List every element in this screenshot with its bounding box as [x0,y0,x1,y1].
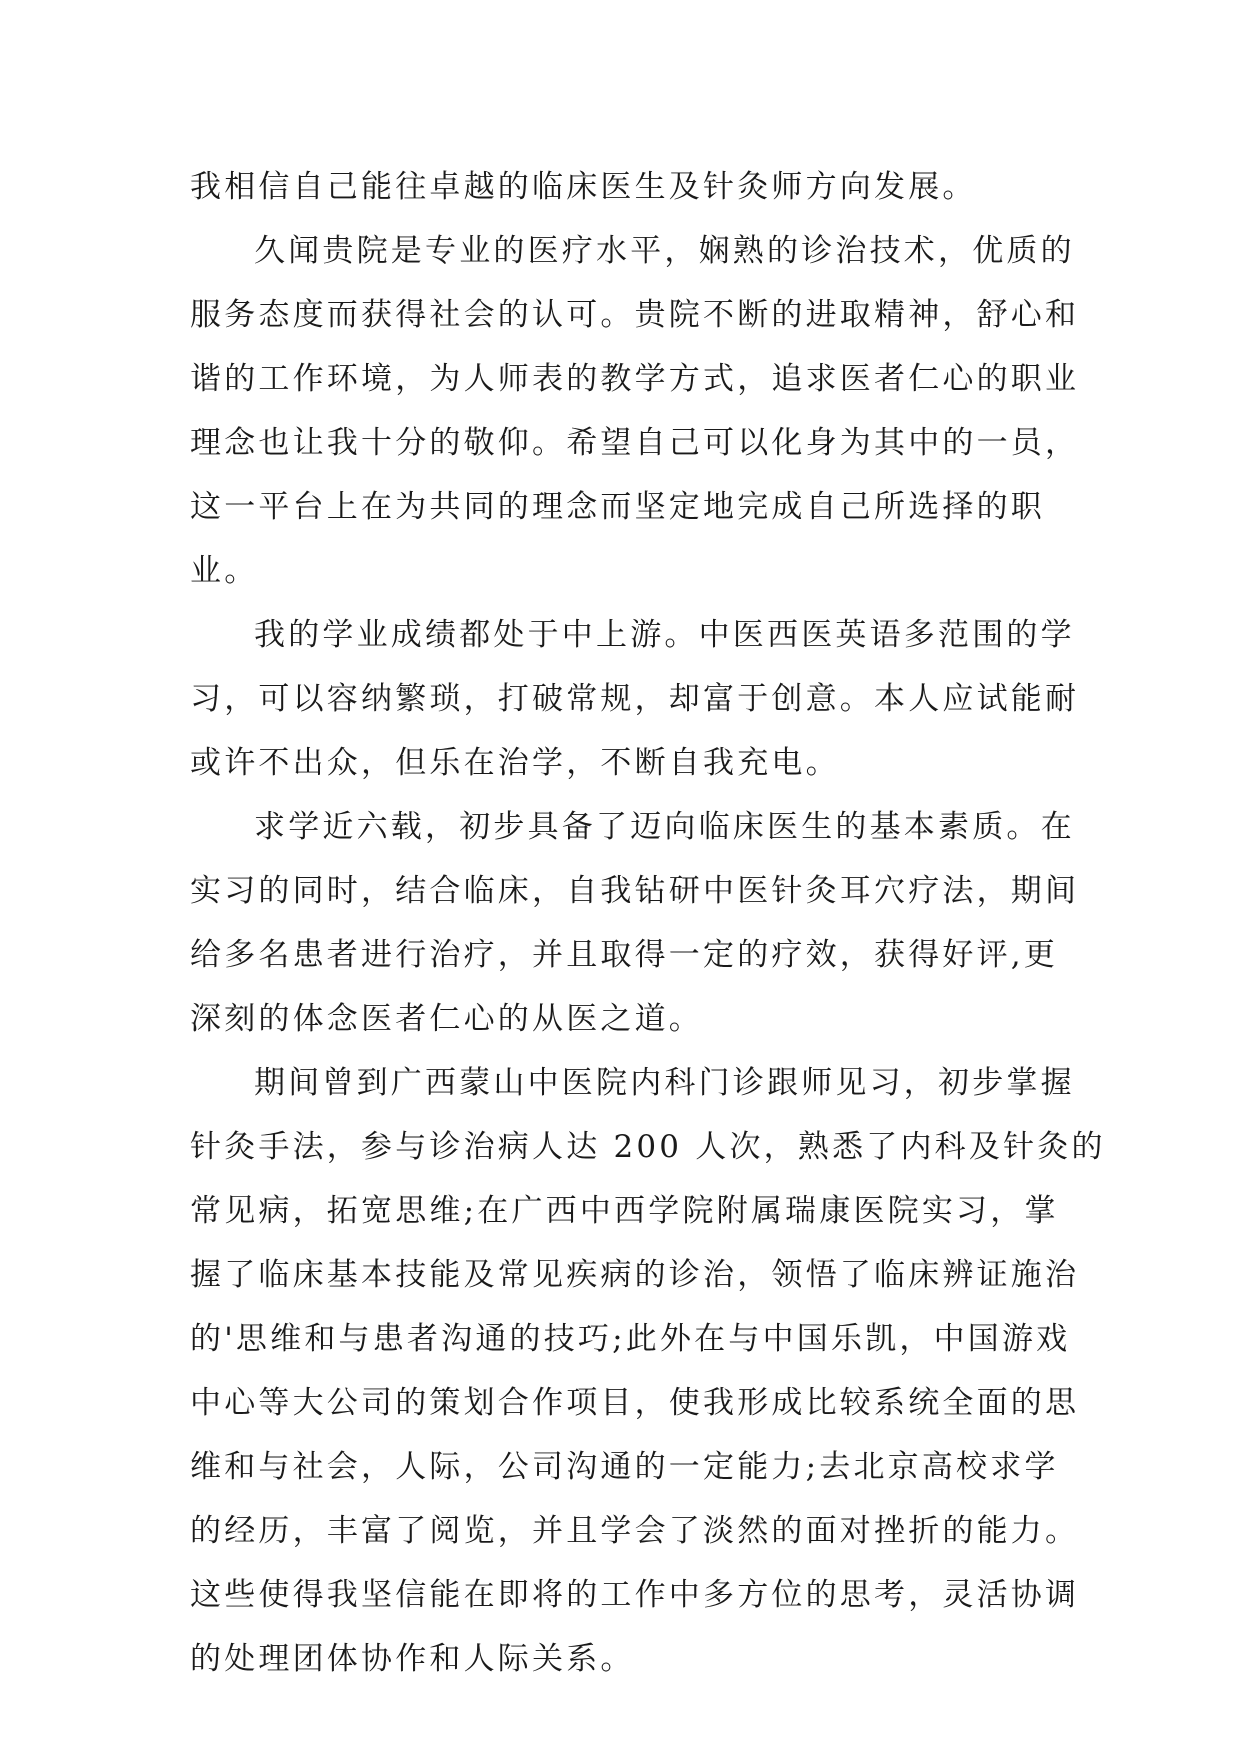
text-line: 的处理团体协作和人际关系。 [190,1641,635,1677]
text-line: 实习的同时，结合临床，自我钻研中医针灸耳穴疗法，期间 [190,873,1080,909]
text-line: 给多名患者进行治疗，并且取得一定的疗效，获得好评,更 [190,937,1059,973]
text-line: 习，可以容纳繁琐，打破常规，却富于创意。本人应试能耐 [190,681,1080,717]
text-line: 这些使得我坚信能在即将的工作中多方位的思考，灵活协调 [190,1577,1080,1613]
text-line: 久闻贵院是专业的医疗水平，娴熟的诊治技术，优质的 [254,233,1075,269]
text-line: 深刻的体念医者仁心的从医之道。 [190,1001,703,1037]
text-line: 中心等大公司的策划合作项目，使我形成比较系统全面的思 [190,1385,1080,1421]
text-line: 我相信自己能往卓越的临床医生及针灸师方向发展。 [190,169,977,205]
text-line: 的'思维和与患者沟通的技巧;此外在与中国乐凯，中国游戏 [190,1321,1071,1357]
text-line: 求学近六载，初步具备了迈向临床医生的基本素质。在 [254,809,1075,845]
text-line: 握了临床基本技能及常见疾病的诊治，领悟了临床辨证施治 [190,1257,1080,1293]
text-line: 服务态度而获得社会的认可。贵院不断的进取精神，舒心和 [190,297,1080,333]
document-body [190,155,1106,1691]
text-line: 期间曾到广西蒙山中医院内科门诊跟师见习，初步掌握 [254,1065,1075,1101]
text-line: 谐的工作环境，为人师表的教学方式，追求医者仁心的职业 [190,361,1080,397]
text-line: 我的学业成绩都处于中上游。中医西医英语多范围的学 [254,617,1075,653]
text-line: 常见病，拓宽思维;在广西中西学院附属瑞康医院实习，掌 [190,1193,1059,1229]
text-line: 这一平台上在为共同的理念而坚定地完成自己所选择的职 [190,489,1045,525]
text-line: 的经历，丰富了阅览，并且学会了淡然的面对挫折的能力。 [190,1513,1080,1549]
text-line: 针灸手法，参与诊治病人达 200 人次，熟悉了内科及针灸的 [190,1129,1106,1165]
text-line: 理念也让我十分的敬仰。希望自己可以化身为其中的一员， [190,425,1080,461]
text-line: 业。 [190,553,259,589]
text-line: 维和与社会，人际，公司沟通的一定能力;去北京高校求学 [190,1449,1059,1485]
text-line: 或许不出众，但乐在治学，不断自我充电。 [190,745,840,781]
